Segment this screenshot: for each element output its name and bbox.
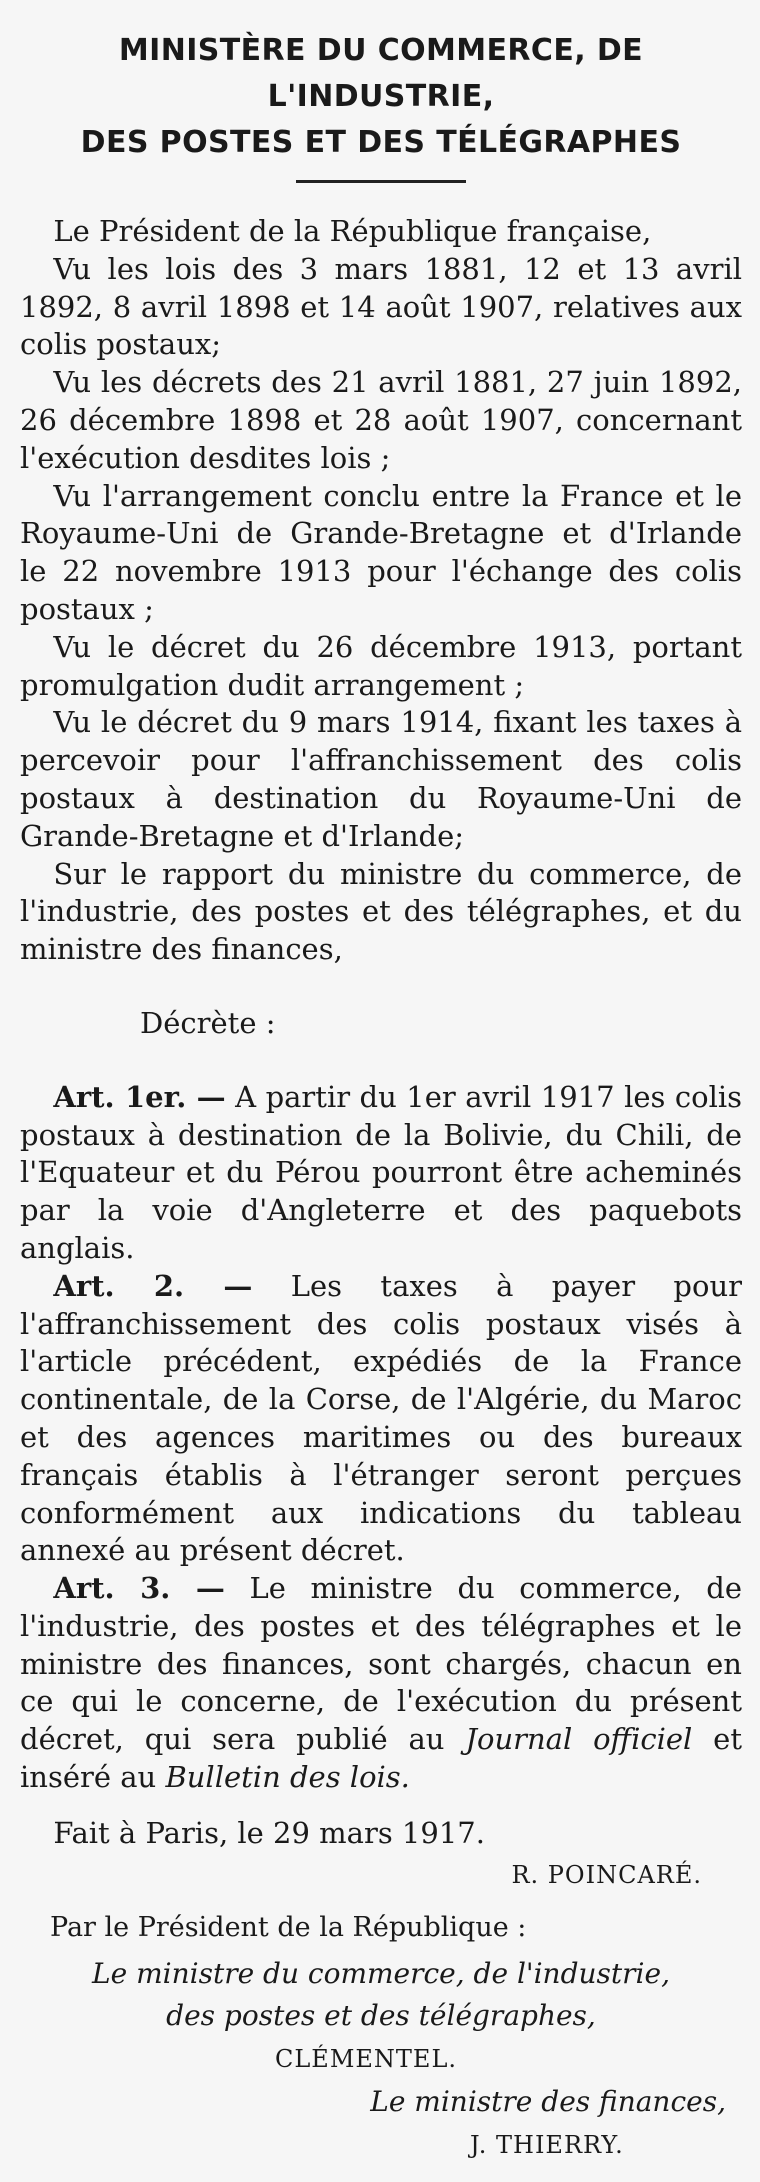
article-1-label: Art. 1er. —	[53, 1079, 226, 1114]
article-3-label: Art. 3. —	[53, 1571, 225, 1606]
article-3-journal: Journal officiel	[465, 1722, 693, 1757]
paragraph-rapport: Sur le rapport du ministre du commerce, de l'industrie, des postes et des télégraphes, et du ministre des finances,	[20, 856, 742, 967]
par-le-president: Par le Président de la République :	[50, 1911, 527, 1943]
article-2	[20, 1268, 742, 1570]
article-3-bulletin: Bulletin des lois.	[165, 1760, 410, 1795]
article-2-text: Les taxes à payer pour l'affranchissement des colis postaux visés à l'article précédent, expédiés de la France continentale, de la Corse, de l'Algérie, du Maroc et des agences maritimes ou des bureaux français établis à l'étranger seront perçues conformément aux indications du tableau annexé au présent décret.	[20, 1268, 742, 1568]
title-line-1: MINISTÈRE DU COMMERCE, DE L'INDUSTRIE,	[118, 33, 644, 114]
signature-poincare: R. POINCARÉ.	[511, 1860, 702, 1889]
paragraph-vu-lois: Vu les lois des 3 mars 1881, 12 et 13 avril 1892, 8 avril 1898 et 14 août 1907, relatives aux colis postaux;	[20, 251, 742, 362]
page-title	[20, 28, 742, 166]
title-divider	[296, 180, 466, 183]
paragraph-vu-decret-1914: Vu le décret du 9 mars 1914, fixant les taxes à percevoir pour l'affranchissement des colis postaux à destination du Royaume-Uni de Grande-Bretagne et d'Irlande;	[20, 705, 742, 853]
fait-a-paris: Fait à Paris, le 29 mars 1917.	[53, 1815, 485, 1850]
ministre-commerce-line-2: des postes et des télégraphes,	[166, 1998, 596, 2032]
ministre-commerce-line-1: Le ministre du commerce, de l'industrie,	[92, 1956, 670, 1990]
signature-thierry: J. THIERRY.	[470, 2130, 624, 2159]
ministre-finances: Le ministre des finances,	[370, 2084, 726, 2118]
paragraph-vu-decret-1913: Vu le décret du 26 décembre 1913, portant promulgation dudit arrangement ;	[20, 629, 742, 702]
article-3-text-a: Le ministre du commerce, de l'industrie, des postes et des télégraphes et le ministre des finances, sont chargés, chacun en ce qui le concerne, de l'exécution du présent décret, qui sera publié au	[20, 1571, 742, 1757]
paragraph-vu-decrets: Vu les décrets des 21 avril 1881, 27 juin 1892, 26 décembre 1898 et 28 août 1907, concernant l'exécution desdites lois ;	[20, 365, 742, 475]
article-2-label: Art. 2. —	[53, 1268, 253, 1303]
article-1	[20, 1079, 742, 1268]
preamble-president: Le Président de la République française,	[53, 214, 652, 248]
article-3	[20, 1570, 742, 1797]
decrete-heading: Décrète :	[140, 1005, 276, 1040]
signature-clementel: CLÉMENTEL.	[275, 2044, 458, 2073]
article-3-text-b: et inséré au	[20, 1722, 743, 1795]
paragraph-vu-arrangement: Vu l'arrangement conclu entre la France et le Royaume-Uni de Grande-Bretagne et d'Irlande le 22 novembre 1913 pour l'échange des colis postaux ;	[20, 478, 742, 626]
title-line-2: DES POSTES ET DES TÉLÉGRAPHES	[80, 125, 682, 160]
article-1-text: A partir du 1er avril 1917 les colis postaux à destination de la Bolivie, du Chili, de l'Equateur et du Pérou pourront être acheminés par la voie d'Angleterre et des paquebots anglais.	[20, 1079, 742, 1265]
